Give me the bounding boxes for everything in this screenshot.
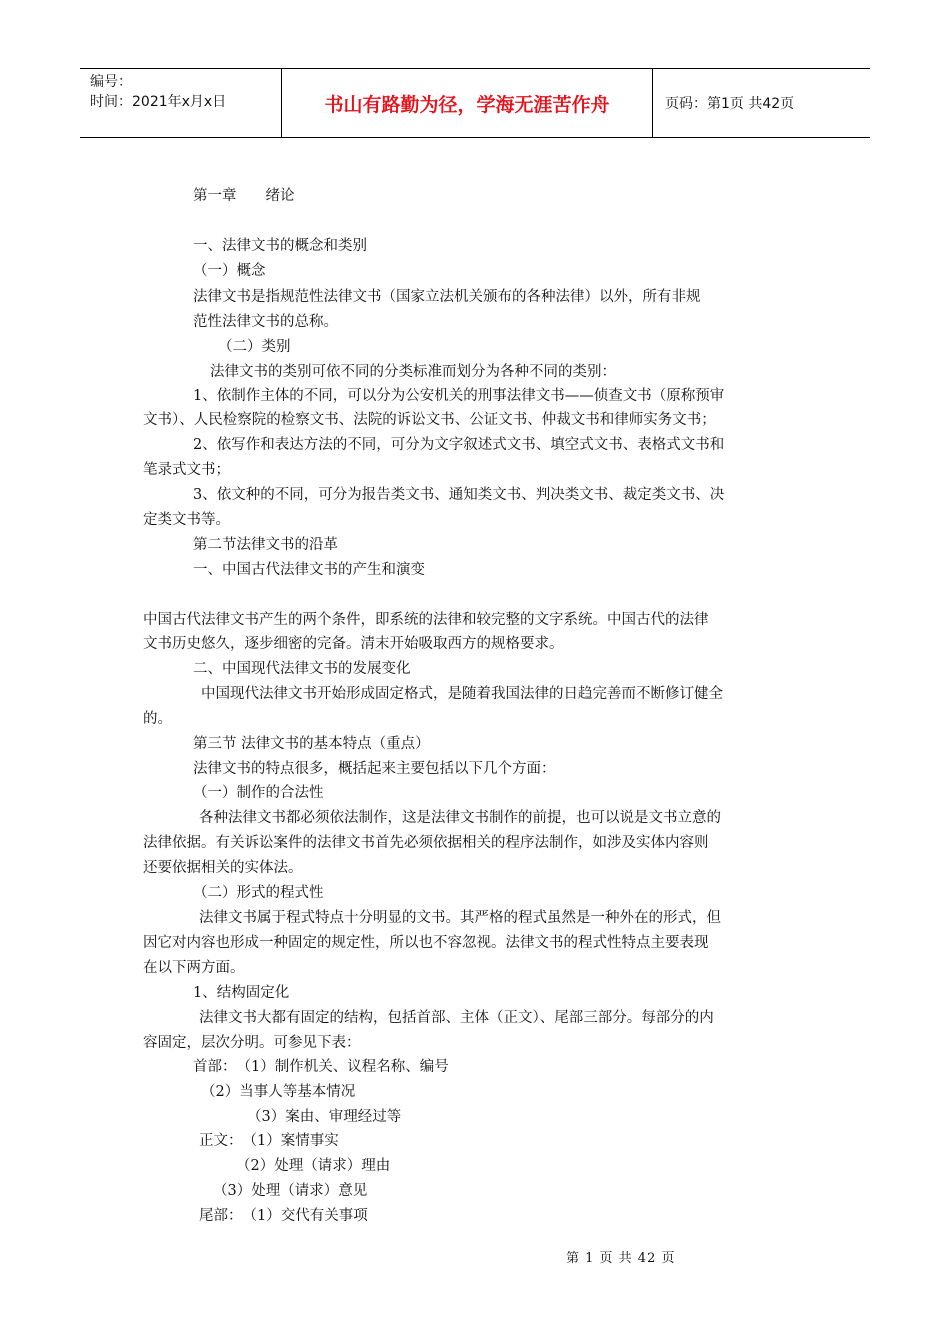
paragraph-line: 1、依制作主体的不同，可以分为公安机关的刑事法律文书——侦查文书（原称预审: [193, 388, 725, 404]
section-heading: 二、中国现代法律文书的发展变化: [193, 661, 411, 677]
paragraph-line: 因它对内容也形成一种固定的规定性，所以也不容忽视。法律文书的程式性特点主要表现: [143, 935, 709, 951]
outline-line: （2）当事人等基本情况: [201, 1084, 356, 1100]
paragraph-line: 在以下两方面。: [143, 960, 245, 976]
header-page-info: 页码：第1页 共42页: [665, 96, 795, 112]
outline-line: 尾部： （1）交代有关事项: [199, 1208, 368, 1224]
paragraph-line: 范性法律文书的总称。: [193, 314, 338, 330]
paragraph-line: 还要依据相关的实体法。: [143, 860, 303, 876]
paragraph-line: 法律文书的特点很多，概括起来主要包括以下几个方面：: [193, 761, 556, 777]
paragraph-line: 法律文书的类别可依不同的分类标准而划分为各种不同的类别：: [210, 364, 616, 380]
paragraph-line: 2、依写作和表达方法的不同，可分为文字叙述式文书、填空式文书、表格式文书和: [193, 437, 725, 453]
section-heading: 第二节法律文书的沿革: [193, 537, 338, 553]
paragraph-line: 定类文书等。: [143, 512, 230, 528]
paragraph-line: 中国古代法律文书产生的两个条件，即系统的法律和较完整的文字系统。中国古代的法律: [143, 612, 709, 628]
paragraph-line: 各种法律文书都必须依法制作，这是法律文书制作的前提，也可以说是文书立意的: [199, 810, 721, 826]
section-heading: 一、中国古代法律文书的产生和演变: [193, 562, 425, 578]
page-footer: 第 1 页 共 42 页: [566, 1251, 676, 1266]
header-motto: 书山有路勤为径，学海无涯苦作舟: [282, 69, 653, 137]
paragraph-line: 的。: [143, 711, 172, 727]
paragraph-line: 笔录式文书；: [143, 462, 230, 478]
number-label: 编号：: [90, 74, 132, 90]
paragraph-line: 3、依文种的不同，可分为报告类文书、通知类文书、判决类文书、裁定类文书、决: [193, 487, 725, 503]
outline-line: 正文： （1）案情事实: [199, 1133, 339, 1149]
paragraph-line: 法律依据。有关诉讼案件的法律文书首先必须依据相关的程序法制作，如涉及实体内容则: [143, 835, 709, 851]
page-header: [80, 68, 870, 138]
subsection-heading: （二）形式的程式性: [193, 885, 324, 901]
paragraph-line: 中国现代法律文书开始形成固定格式，是随着我国法律的日趋完善而不断修订健全: [201, 686, 723, 702]
section-heading: 一、法律文书的概念和类别: [193, 238, 367, 254]
paragraph-line: 法律文书属于程式特点十分明显的文书。其严格的程式虽然是一种外在的形式，但: [199, 910, 721, 926]
time-label: 时间：2021年x月x日: [90, 94, 227, 110]
paragraph-line: 文书）、人民检察院的检察文书、法院的诉讼文书、公证文书、仲裁文书和律师实务文书；: [143, 412, 716, 428]
header-meta: [80, 69, 282, 137]
outline-line: 首部： （1）制作机关、议程名称、编号: [193, 1059, 449, 1075]
paragraph-line: 容固定，层次分明。可参见下表：: [143, 1035, 361, 1051]
outline-line: （3）案由、审理经过等: [247, 1109, 402, 1125]
subsection-heading: 1、结构固定化: [193, 985, 290, 1001]
paragraph-line: 文书历史悠久，逐步细密的完备。清末开始吸取西方的规格要求。: [143, 636, 564, 652]
outline-line: （2）处理（请求）理由: [236, 1158, 391, 1174]
subsection-heading: （一）概念: [193, 263, 266, 279]
paragraph-line: 法律文书大都有固定的结构，包括首部、主体（正文）、尾部三部分。每部分的内: [199, 1010, 714, 1026]
chapter-title: 第一章 绪论: [193, 188, 295, 204]
subsection-heading: （二）类别: [218, 339, 291, 355]
paragraph-line: 法律文书是指规范性法律文书（国家立法机关颁布的各种法律）以外，所有非规: [193, 289, 701, 305]
outline-line: （3）处理（请求）意见: [213, 1183, 368, 1199]
section-heading: 第三节 法律文书的基本特点（重点）: [193, 736, 430, 752]
subsection-heading: （一）制作的合法性: [193, 785, 324, 801]
